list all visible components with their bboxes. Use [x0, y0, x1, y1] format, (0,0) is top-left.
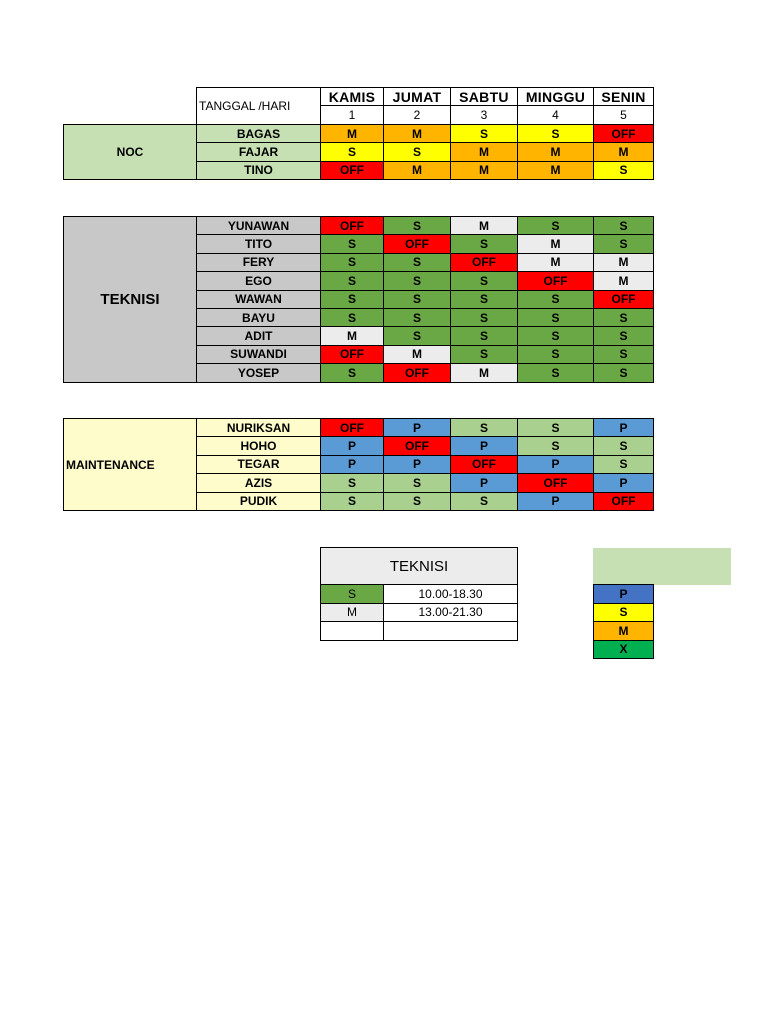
employee-name: ADIT	[196, 326, 321, 345]
shift-cell[interactable]: S	[517, 363, 594, 382]
shift-cell[interactable]: OFF	[593, 492, 654, 511]
shift-cell[interactable]: S	[450, 418, 518, 437]
employee-name: TITO	[196, 234, 321, 253]
shift-cell[interactable]: S	[517, 290, 594, 309]
shift-cell[interactable]: OFF	[593, 290, 654, 309]
legend-shift-code: S	[320, 584, 384, 604]
shift-cell[interactable]: P	[320, 455, 384, 474]
shift-cell[interactable]: M	[517, 234, 594, 253]
employee-name: SUWANDI	[196, 345, 321, 364]
legend-code: M	[593, 621, 654, 641]
shift-cell[interactable]: OFF	[450, 253, 518, 272]
shift-cell[interactable]: OFF	[320, 418, 384, 437]
shift-cell[interactable]: OFF	[383, 234, 451, 253]
shift-cell[interactable]: OFF	[320, 345, 384, 364]
legend-shift-time	[383, 621, 518, 641]
shift-cell[interactable]: P	[517, 455, 594, 474]
employee-name: BAGAS	[196, 124, 321, 143]
shift-cell[interactable]: P	[593, 418, 654, 437]
shift-cell[interactable]: S	[593, 436, 654, 455]
shift-cell[interactable]: OFF	[593, 124, 654, 143]
shift-cell[interactable]: S	[450, 492, 518, 511]
legend-code: S	[593, 603, 654, 623]
shift-cell[interactable]: S	[450, 124, 518, 143]
shift-cell[interactable]: M	[383, 124, 451, 143]
employee-name: FAJAR	[196, 142, 321, 161]
shift-cell[interactable]: OFF	[383, 363, 451, 382]
employee-name: FERY	[196, 253, 321, 272]
shift-cell[interactable]: S	[517, 436, 594, 455]
legend-shift-code: M	[320, 603, 384, 623]
shift-cell[interactable]: S	[320, 308, 384, 327]
shift-cell[interactable]: S	[383, 253, 451, 272]
shift-cell[interactable]: S	[320, 142, 384, 161]
employee-name: WAWAN	[196, 290, 321, 309]
legend-code: X	[593, 640, 654, 660]
day-header: MINGGU	[517, 87, 594, 106]
employee-name: AZIS	[196, 473, 321, 492]
employee-name: YOSEP	[196, 363, 321, 382]
employee-name: TINO	[196, 161, 321, 180]
shift-cell[interactable]: OFF	[320, 216, 384, 235]
shift-cell[interactable]: P	[517, 492, 594, 511]
shift-cell[interactable]: S	[320, 290, 384, 309]
shift-cell[interactable]: S	[450, 271, 518, 290]
employee-name: BAYU	[196, 308, 321, 327]
shift-cell[interactable]: S	[593, 455, 654, 474]
shift-cell[interactable]: S	[593, 161, 654, 180]
day-header: JUMAT	[383, 87, 451, 106]
shift-cell[interactable]: OFF	[517, 271, 594, 290]
date-header: 4	[517, 105, 594, 124]
shift-cell[interactable]: M	[450, 363, 518, 382]
shift-cell[interactable]: S	[517, 124, 594, 143]
shift-cell[interactable]: S	[593, 345, 654, 364]
shift-cell[interactable]: S	[593, 216, 654, 235]
header-label: TANGGAL /HARI	[196, 87, 321, 125]
shift-cell[interactable]: P	[383, 418, 451, 437]
shift-cell[interactable]: M	[593, 271, 654, 290]
day-header: KAMIS	[320, 87, 384, 106]
employee-name: NURIKSAN	[196, 418, 321, 437]
shift-cell[interactable]: M	[383, 345, 451, 364]
employee-name: HOHO	[196, 436, 321, 455]
shift-cell[interactable]: S	[383, 271, 451, 290]
shift-cell[interactable]: M	[320, 326, 384, 345]
shift-cell[interactable]: M	[450, 216, 518, 235]
shift-cell[interactable]: P	[450, 473, 518, 492]
day-header: SENIN	[593, 87, 654, 106]
shift-cell[interactable]: S	[383, 308, 451, 327]
legend-title: TEKNISI	[320, 547, 518, 585]
shift-cell[interactable]: S	[450, 326, 518, 345]
employee-name: EGO	[196, 271, 321, 290]
shift-cell[interactable]: M	[517, 142, 594, 161]
legend-shift-time: 13.00-21.30	[383, 603, 518, 623]
shift-cell[interactable]: M	[517, 161, 594, 180]
shift-cell[interactable]: P	[320, 436, 384, 455]
shift-cell[interactable]: S	[593, 326, 654, 345]
shift-cell[interactable]: M	[320, 124, 384, 143]
shift-cell[interactable]: S	[517, 418, 594, 437]
legend-codes-header	[593, 548, 731, 585]
shift-cell[interactable]: S	[383, 473, 451, 492]
shift-cell[interactable]: OFF	[450, 455, 518, 474]
shift-cell[interactable]: S	[320, 271, 384, 290]
shift-cell[interactable]: M	[450, 161, 518, 180]
shift-cell[interactable]: P	[593, 473, 654, 492]
legend-shift-time: 10.00-18.30	[383, 584, 518, 604]
employee-name: YUNAWAN	[196, 216, 321, 235]
date-header: 5	[593, 105, 654, 124]
employee-name: PUDIK	[196, 492, 321, 511]
date-header: 1	[320, 105, 384, 124]
shift-cell[interactable]: S	[320, 363, 384, 382]
shift-cell[interactable]: S	[320, 234, 384, 253]
shift-cell[interactable]: P	[383, 455, 451, 474]
shift-cell[interactable]: M	[517, 253, 594, 272]
date-header: 3	[450, 105, 518, 124]
shift-cell[interactable]: OFF	[517, 473, 594, 492]
shift-cell[interactable]: P	[450, 436, 518, 455]
legend-shift-code	[320, 621, 384, 641]
shift-cell[interactable]: S	[320, 253, 384, 272]
employee-name: TEGAR	[196, 455, 321, 474]
shift-cell[interactable]: S	[517, 345, 594, 364]
group-label: MAINTENANCE	[63, 418, 197, 511]
shift-cell[interactable]: M	[593, 253, 654, 272]
shift-cell[interactable]: M	[450, 142, 518, 161]
shift-cell[interactable]: S	[383, 492, 451, 511]
shift-cell[interactable]: S	[383, 326, 451, 345]
shift-cell[interactable]: S	[450, 345, 518, 364]
shift-cell[interactable]: M	[593, 142, 654, 161]
shift-cell[interactable]: S	[383, 290, 451, 309]
shift-cell[interactable]: S	[517, 216, 594, 235]
shift-cell[interactable]: S	[593, 308, 654, 327]
shift-cell[interactable]: S	[383, 142, 451, 161]
shift-cell[interactable]: S	[450, 308, 518, 327]
shift-cell[interactable]: S	[450, 290, 518, 309]
shift-cell[interactable]: S	[517, 326, 594, 345]
shift-cell[interactable]: S	[383, 216, 451, 235]
shift-cell[interactable]: S	[593, 363, 654, 382]
shift-cell[interactable]: OFF	[320, 161, 384, 180]
shift-cell[interactable]: S	[320, 492, 384, 511]
group-label: TEKNISI	[63, 216, 197, 383]
shift-cell[interactable]: S	[593, 234, 654, 253]
legend-code: P	[593, 584, 654, 604]
shift-cell[interactable]: S	[320, 473, 384, 492]
shift-cell[interactable]: S	[450, 234, 518, 253]
date-header: 2	[383, 105, 451, 124]
shift-cell[interactable]: S	[517, 308, 594, 327]
group-label: NOC	[63, 124, 197, 180]
day-header: SABTU	[450, 87, 518, 106]
shift-cell[interactable]: OFF	[383, 436, 451, 455]
shift-cell[interactable]: M	[383, 161, 451, 180]
